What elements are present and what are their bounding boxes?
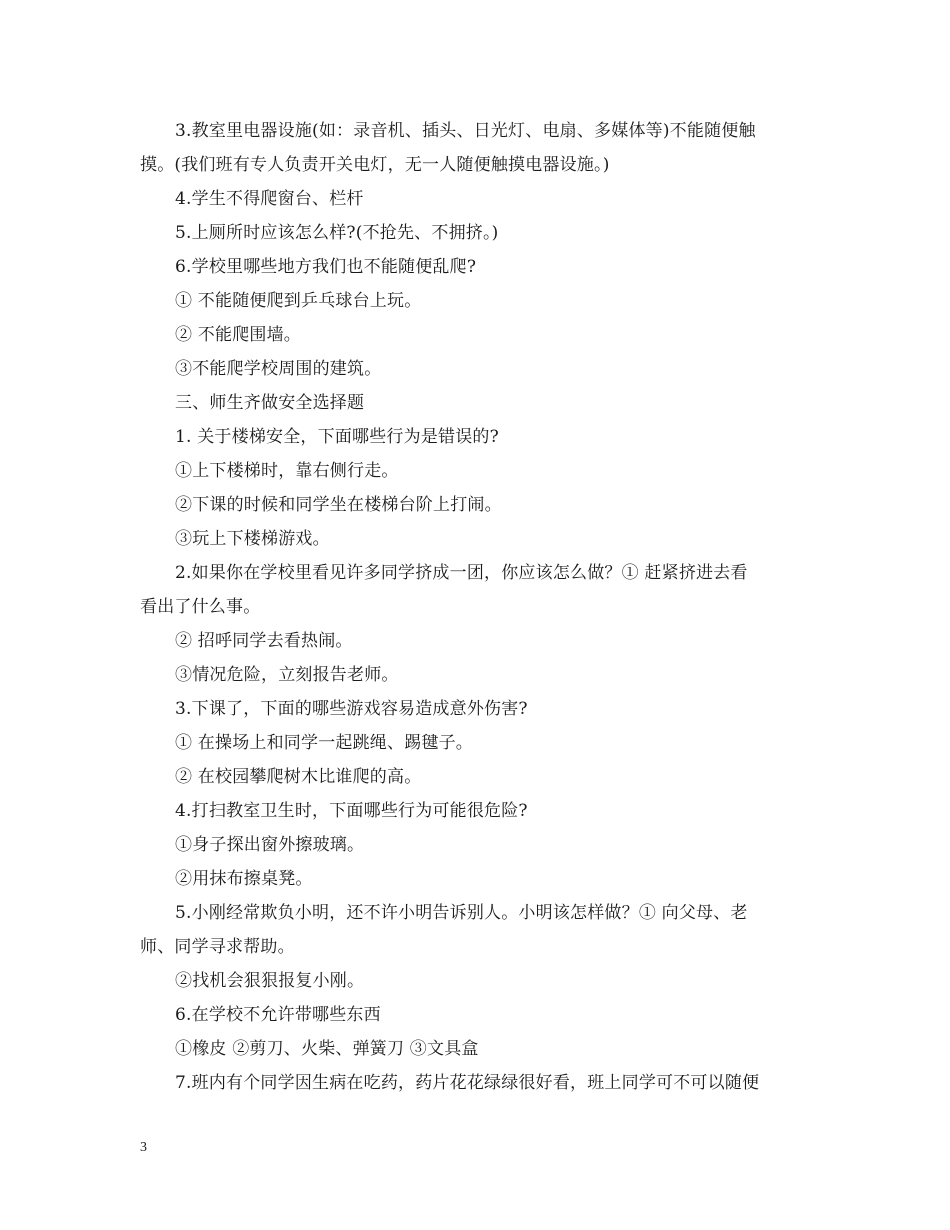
text-line: 2.如果你在学校里看见许多同学挤成一团，你应该怎么做？① 赶紧挤进去看 bbox=[175, 563, 748, 583]
text-line: 师、同学寻求帮助。 bbox=[140, 937, 295, 957]
text-line: 看出了什么事。 bbox=[140, 597, 261, 617]
text-line: 摸。(我们班有专人负责开关电灯，无一人随便触摸电器设施。) bbox=[140, 155, 610, 175]
text-line: ②找机会狠狠报复小刚。 bbox=[175, 971, 365, 991]
text-line: 三、师生齐做安全选择题 bbox=[175, 393, 365, 413]
text-line: ③玩上下楼梯游戏。 bbox=[175, 529, 330, 549]
page-number: 3 bbox=[140, 1140, 147, 1155]
text-line: 4.学生不得爬窗台、栏杆 bbox=[175, 189, 364, 209]
text-line: ②用抹布擦桌凳。 bbox=[175, 869, 313, 889]
text-line: 7.班内有个同学因生病在吃药，药片花花绿绿很好看，班上同学可不可以随便 bbox=[175, 1073, 760, 1093]
text-line: 3.教室里电器设施(如：录音机、插头、日光灯、电扇、多媒体等)不能随便触 bbox=[175, 121, 756, 141]
document-body bbox=[140, 114, 812, 1100]
text-line: ② 在校园攀爬树木比谁爬的高。 bbox=[175, 767, 422, 787]
text-line: ③不能爬学校周围的建筑。 bbox=[175, 359, 382, 379]
text-line: ② 不能爬围墙。 bbox=[175, 325, 302, 345]
text-line: ② 招呼同学去看热闹。 bbox=[175, 631, 353, 651]
text-line: 5.上厕所时应该怎么样?(不抢先、不拥挤。) bbox=[175, 223, 499, 243]
text-line: ① 不能随便爬到乒乓球台上玩。 bbox=[175, 291, 422, 311]
text-line: 5.小刚经常欺负小明，还不许小明告诉别人。小明该怎样做？① 向父母、老 bbox=[175, 903, 748, 923]
text-line: 4.打扫教室卫生时，下面哪些行为可能很危险? bbox=[175, 801, 528, 821]
text-line: 6.学校里哪些地方我们也不能随便乱爬? bbox=[175, 257, 477, 277]
text-line: 6.在学校不允许带哪些东西 bbox=[175, 1005, 381, 1025]
text-line: ①上下楼梯时，靠右侧行走。 bbox=[175, 461, 399, 481]
text-line: ②下课的时候和同学坐在楼梯台阶上打闹。 bbox=[175, 495, 502, 515]
text-line: ③情况危险，立刻报告老师。 bbox=[175, 665, 399, 685]
text-line: 3.下课了，下面的哪些游戏容易造成意外伤害? bbox=[175, 699, 528, 719]
text-line: ①橡皮 ②剪刀、火柴、弹簧刀 ③文具盒 bbox=[175, 1039, 479, 1059]
text-line: 1. 关于楼梯安全，下面哪些行为是错误的? bbox=[175, 427, 499, 447]
text-line: ① 在操场上和同学一起跳绳、踢毽子。 bbox=[175, 733, 474, 753]
text-line: ①身子探出窗外擦玻璃。 bbox=[175, 835, 365, 855]
